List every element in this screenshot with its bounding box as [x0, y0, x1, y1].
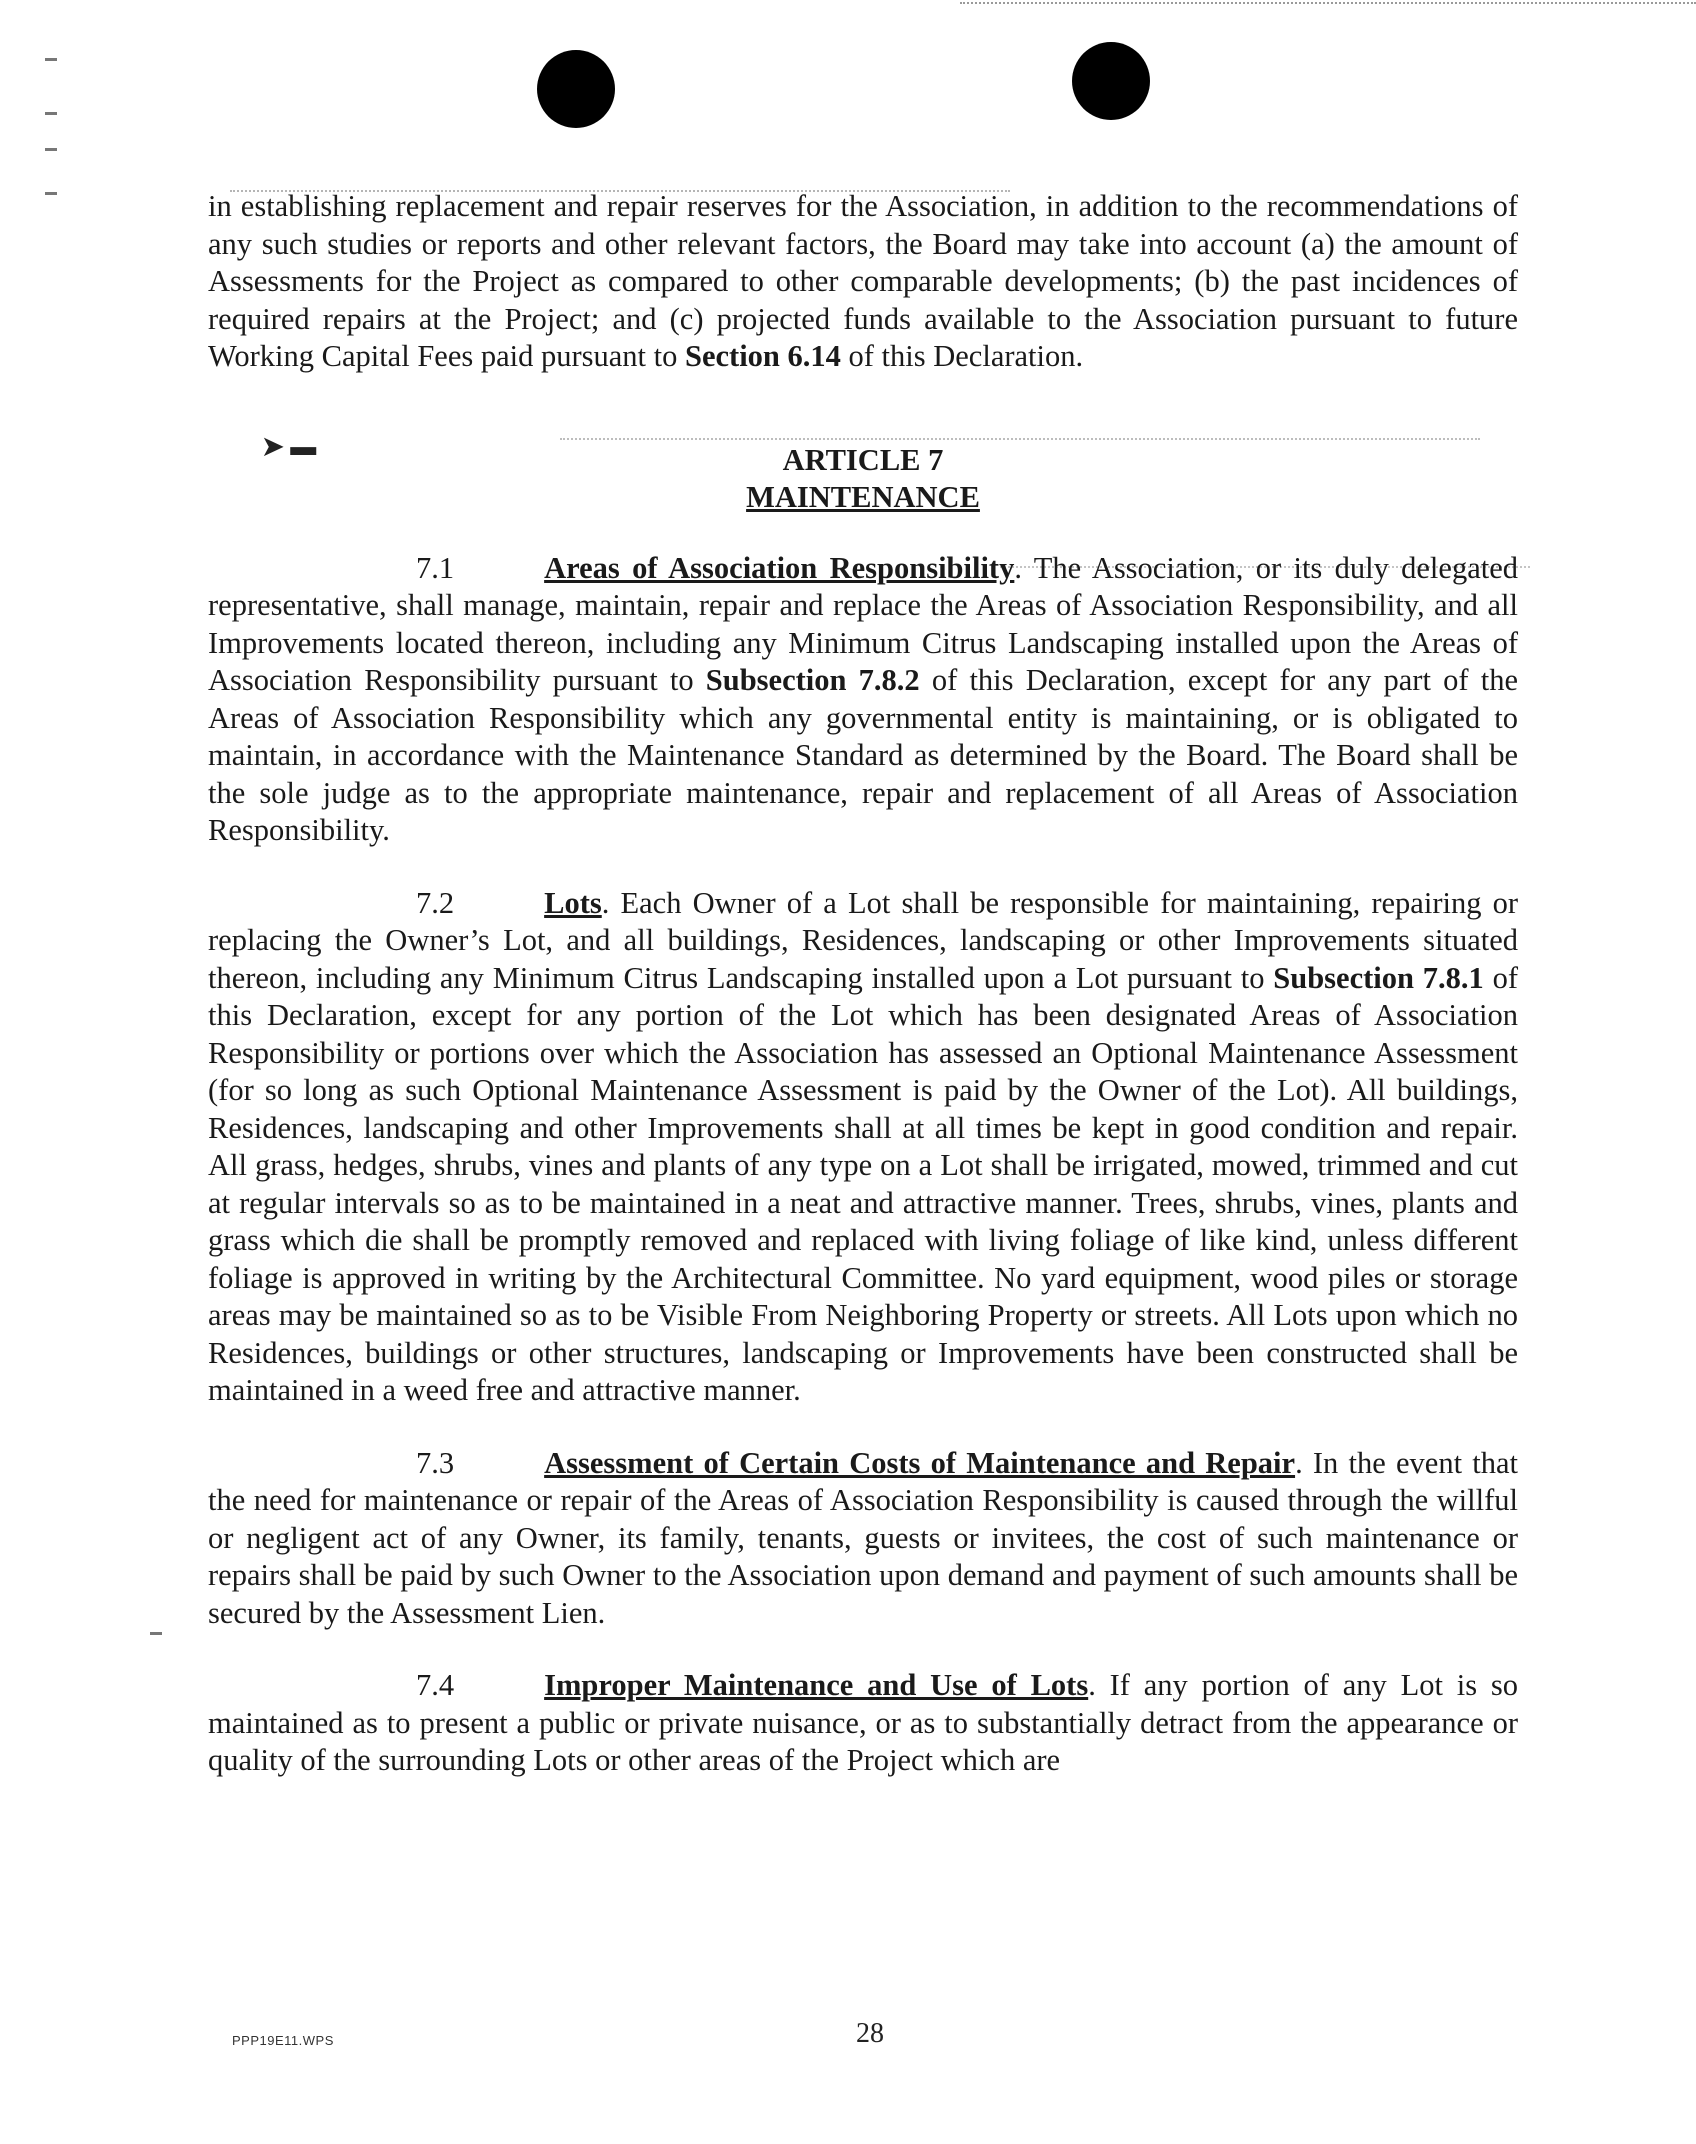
section-text-end: of this Declaration, except for any portion of the Lot which has been designated Areas of Association Responsibility or portions over which the Association has assessed an Optional Maintenance Assessment (for so long as such Optional Maintenance Assessment is paid by the Owner of the Lot). All buildings, Residences, landscaping and other Improvements shall at all times be kept in good condition and repair. All grass, hedges, shrubs, vines and plants of any type on a Lot shall be irrigated, mowed, trimmed and cut at regular intervals so as to be maintained in a neat and attractive manner. Trees, shrubs, vines, plants and grass which die shall be promptly removed and replaced with living foliage of like kind, unless different foliage is approved in writing by the Architectural Committee. No yard equipment, wood piles or storage areas may be maintained so as to be Visible From Neighboring Property or streets. All Lots upon which no Residences, buildings or other structures, landscaping or Improvements have been constructed shall be maintained in a weed free and attractive manner.	[208, 960, 1518, 1407]
footer-file-id: PPP19E11.WPS	[232, 2033, 334, 2048]
scan-artifact-dash-5	[150, 1632, 162, 1635]
article-heading	[208, 442, 1518, 516]
section-title: Lots	[544, 885, 602, 920]
section-text: . Each Owner of a Lot shall be responsible for maintaining, repairing or replacing the Owner’s Lot, and all buildings, Residences, landscaping or other Improvements situated thereon, including any Minimum Citrus Landscaping installed upon a Lot pursuant to	[208, 885, 1518, 995]
punch-hole-left	[537, 50, 615, 128]
section-text-end: of this Declaration, except for any part of the Areas of Association Responsibility which any governmental entity is maintaining, or is obligated to maintain, in accordance with the Maintenance Standard as determined by the Board. The Board shall be the sole judge as to the appropriate maintenance, repair and replacement of all Areas of Association Responsibility.	[208, 663, 1518, 847]
section-ref: Subsection 7.8.2	[705, 663, 920, 697]
section-7-1	[208, 550, 1518, 850]
scan-artifact-dash-1	[45, 58, 57, 61]
handwritten-arrow-mark: ➤ ▬	[262, 432, 317, 461]
section-text: . The Association, or its duly delegated representative, shall manage, maintain, repair and replace the Areas of Association Responsibility, and all Improvements located thereon, including any Minimum Citrus Landscaping installed upon the Areas of Association Responsibility pursuant to	[208, 550, 1518, 697]
section-7-4	[208, 1667, 1518, 1780]
continuation-paragraph	[208, 188, 1518, 376]
section-number: 7.3	[416, 1445, 455, 1480]
continuation-text: in establishing replacement and repair reserves for the Association, in addition to the recommendations of any such studies or reports and other relevant factors, the Board may take into account (a) the amount of Assessments for the Project as compared to other comparable developments; (b) the past incidences of required repairs at the Project; and (c) projected funds available to the Association pursuant to future Working Capital Fees paid pursuant to	[208, 189, 1518, 373]
scan-artifact-dash-2	[45, 112, 57, 115]
section-text: . In the event that the need for maintenance or repair of the Areas of Association Responsibility is caused through the willful or negligent act of any Owner, its family, tenants, guests or invitees, the cost of such maintenance or repairs shall be paid by such Owner to the Association upon demand and payment of such amounts shall be secured by the Assessment Lien.	[208, 1445, 1519, 1630]
section-number: 7.2	[416, 885, 455, 920]
section-ref: Subsection 7.8.1	[1273, 960, 1484, 995]
section-title: Improper Maintenance and Use of Lots	[544, 1668, 1089, 1702]
section-title: Areas of Association Responsibility	[544, 550, 1015, 585]
scan-artifact-dash-4	[45, 192, 57, 195]
scan-artifact-dash-3	[45, 148, 57, 151]
continuation-section-ref: Section 6.14	[685, 339, 841, 373]
punch-hole-right	[1072, 42, 1150, 120]
page-number: 28	[856, 2018, 884, 2049]
section-7-2	[208, 885, 1518, 1410]
section-number: 7.4	[416, 1668, 455, 1702]
continuation-text-end: of this Declaration.	[840, 339, 1084, 373]
section-7-3	[208, 1445, 1518, 1633]
section-title: Assessment of Certain Costs of Maintenance and Repair	[544, 1445, 1296, 1480]
article-number: ARTICLE 7	[782, 442, 944, 477]
article-title: MAINTENANCE	[746, 479, 980, 514]
document-body	[208, 188, 1518, 1780]
section-text: . If any portion of any Lot is so maintained as to present a public or private nuisance, or as to substantially detract from the appearance or quality of the surrounding Lots or other areas of the Project which are	[208, 1668, 1519, 1777]
scan-artifact-top-line	[960, 2, 1696, 4]
section-number: 7.1	[416, 550, 455, 585]
